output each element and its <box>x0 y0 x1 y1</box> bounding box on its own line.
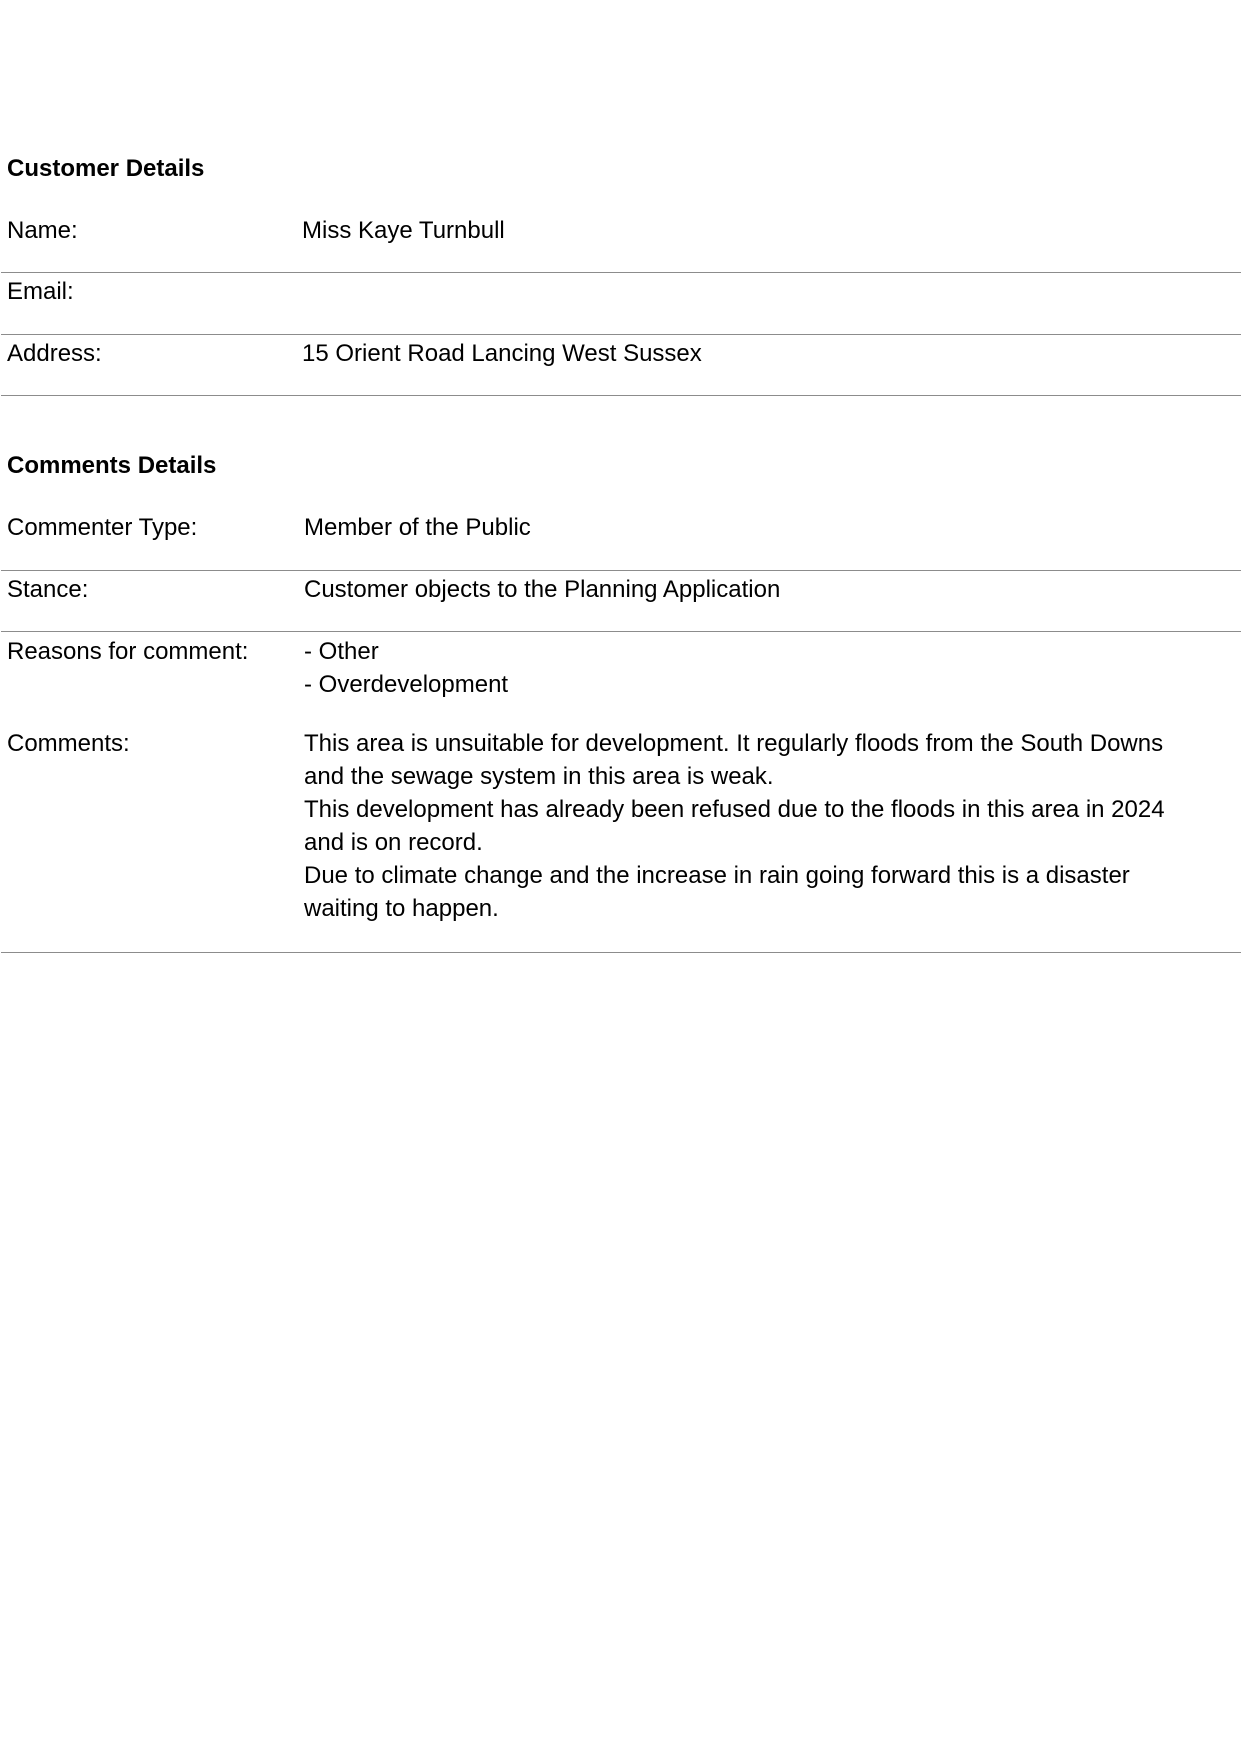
comments-details-heading: Comments Details <box>7 452 217 479</box>
list-item: - Overdevelopment <box>304 671 509 698</box>
comment-line: This area is unsuitable for development. It regularly floods from the South Downs <box>304 730 1164 757</box>
commenter-type-label: Commenter Type: <box>7 514 198 541</box>
stance-value: Customer objects to the Planning Application <box>304 576 781 603</box>
address-value: 15 Orient Road Lancing West Sussex <box>302 340 702 367</box>
divider <box>1 952 1241 953</box>
commenter-type-value: Member of the Public <box>304 514 531 541</box>
comment-line: waiting to happen. <box>304 895 499 922</box>
address-label: Address: <box>7 340 102 367</box>
comments-text <box>304 727 1234 925</box>
name-label: Name: <box>7 217 78 244</box>
name-value: Miss Kaye Turnbull <box>302 217 505 244</box>
divider <box>1 395 1241 396</box>
comments-label: Comments: <box>7 730 130 757</box>
divider <box>1 631 1241 632</box>
comment-line: and the sewage system in this area is weak. <box>304 763 774 790</box>
list-item: - Other <box>304 638 379 665</box>
comment-line: Due to climate change and the increase in rain going forward this is a disaster <box>304 862 1130 889</box>
divider <box>1 570 1241 571</box>
customer-details-heading: Customer Details <box>7 155 205 182</box>
comment-line: This development has already been refused due to the floods in this area in 2024 <box>304 796 1165 823</box>
stance-label: Stance: <box>7 576 89 603</box>
email-label: Email: <box>7 278 74 305</box>
divider <box>1 334 1241 335</box>
reasons-label: Reasons for comment: <box>7 638 249 665</box>
comment-line: and is on record. <box>304 829 483 856</box>
divider <box>1 272 1241 273</box>
reasons-list <box>304 635 1234 701</box>
